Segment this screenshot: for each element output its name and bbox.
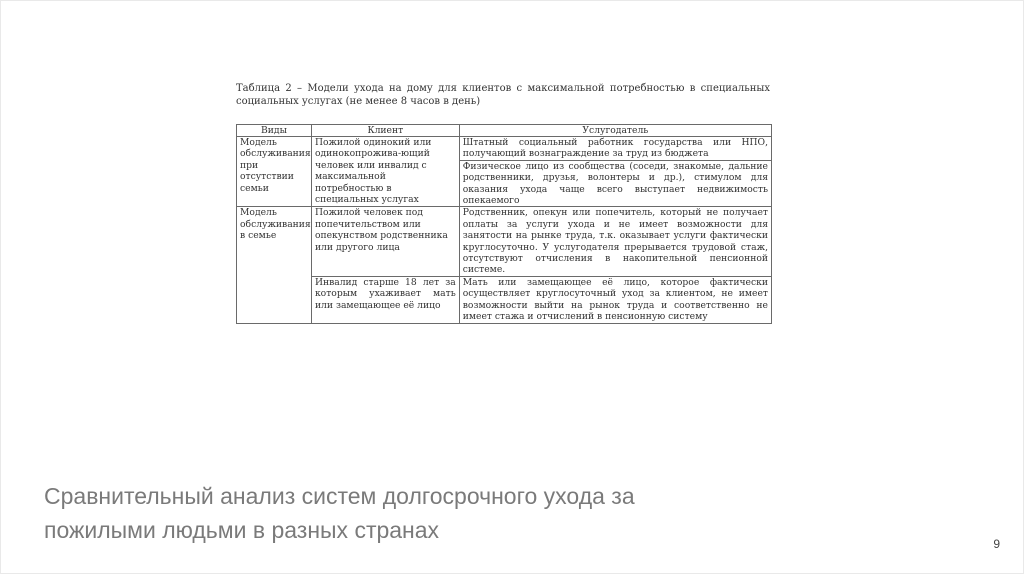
cell-provider: Физическое лицо из сообщества (соседи, знакомые, дальние родственники, друзья, волонтеры и др.), стимулом для оказания ухода чаще всего выступает недвижимость опекаемого [459,160,771,207]
table-row [237,276,772,323]
care-models-table [236,124,772,324]
cell-kind: Модель обслуживания при отсутствии семьи [237,137,312,207]
cell-provider: Родственник, опекун или попечитель, который не получает оплаты за услуги ухода и не имеет возможности для занятости на рынке труда, т.к. оказывает услуги фактически круглосуточно. У услугодателя прерывается трудовой стаж, отсутствуют отчисления в накопительной пенсионной системе. [459,207,771,276]
cell-client: Пожилой одинокий или одинокопрожива-ющий человек или инвалид с максимальной потребностью в специальных услугах [311,137,459,207]
table-caption: Таблица 2 – Модели ухода на дому для клиентов с максимальной потребностью в специальных социальных услугах (не менее 8 часов в день) [236,83,770,107]
table-row [237,137,772,161]
header-provider: Услугодатель [459,125,771,137]
cell-provider: Штатный социальный работник государства или НПО, получающий вознаграждение за труд из бюджета [459,137,771,161]
header-client: Клиент [311,125,459,137]
cell-provider: Мать или замещающее её лицо, которое фактически осуществляет круглосуточный уход за клиентом, не имеет возможности выйти на рынок труда и соответственно не имеет стажа и отчислений в пенсионную систему [459,276,771,323]
cell-client: Пожилой человек под попечительством или опекунством родственника или другого лица [311,207,459,276]
slide-title: Сравнительный анализ систем долгосрочного ухода за пожилыми людьми в разных странах [44,483,635,543]
page-number: 9 [993,537,1000,551]
table-row [237,207,772,276]
cell-client: Инвалид старше 18 лет за которым ухаживает мать или замещающее её лицо [311,276,459,323]
cell-kind: Модель обслуживания в семье [237,207,312,323]
document-image [236,82,772,324]
header-kind: Виды [237,125,312,137]
table-header-row [237,125,772,137]
